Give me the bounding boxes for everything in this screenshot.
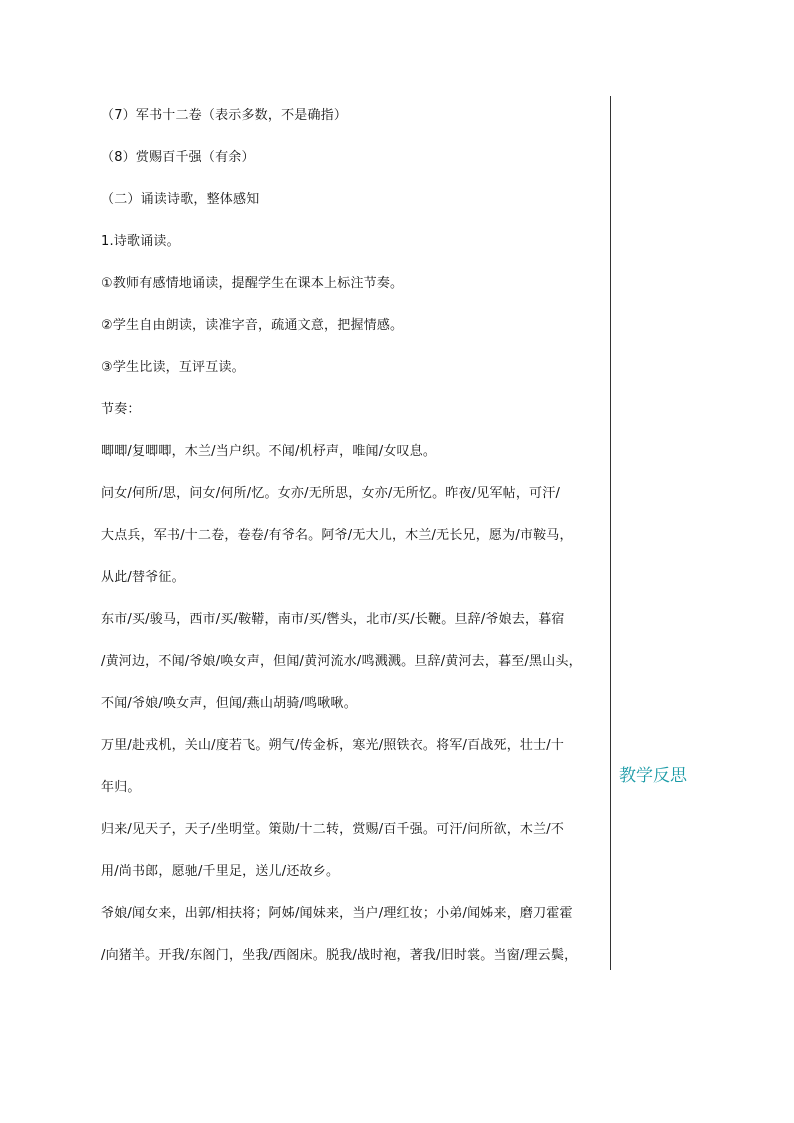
poem-line: 用/尚书郎，愿驰/千里足，送儿/还故乡。 xyxy=(101,864,340,879)
lesson-line: 1.诗歌诵读。 xyxy=(101,234,180,249)
poem-line: 归来/见天子，天子/坐明堂。策勋/十二转，赏赐/百千强。可汗/问所欲，木兰/不 xyxy=(101,822,565,837)
lesson-line: ②学生自由朗读，读准字音，疏通文意，把握情感。 xyxy=(101,318,404,333)
poem-line: /向猪羊。开我/东阁门，坐我/西阁床。脱我/战时袍，著我/旧时裳。当窗/理云鬓， xyxy=(101,948,578,963)
poem-line: 东市/买/骏马，西市/买/鞍鞯，南市/买/辔头，北市/买/长鞭。旦辞/爷娘去，暮宿 xyxy=(101,612,565,627)
poem-line: 不闻/爷娘/唤女声，但闻/燕山胡骑/鸣啾啾。 xyxy=(101,696,357,711)
column-divider xyxy=(610,96,611,970)
poem-line: 年归。 xyxy=(101,780,141,795)
lesson-line: ①教师有感情地诵读，提醒学生在课本上标注节奏。 xyxy=(101,276,404,291)
lesson-line: （8）赏赐百千强（有余） xyxy=(101,150,255,165)
lesson-line: ③学生比读，互评互读。 xyxy=(101,360,245,375)
poem-line: 万里/赴戎机，关山/度若飞。朔气/传金柝，寒光/照铁衣。将军/百战死，壮士/十 xyxy=(101,738,565,753)
poem-line: 唧唧/复唧唧，木兰/当户织。不闻/机杼声，唯闻/女叹息。 xyxy=(101,444,437,459)
poem-line: 问女/何所/思，问女/何所/忆。女亦/无所思，女亦/无所忆。昨夜/见军帖，可汗/ xyxy=(101,486,561,501)
poem-line: /黄河边，不闻/爷娘/唤女声，但闻/黄河流水/鸣溅溅。旦辞/黄河去，暮至/黑山头， xyxy=(101,654,582,669)
section-heading: （二）诵读诗歌，整体感知 xyxy=(101,192,260,207)
poem-line: 爷娘/闻女来，出郭/相扶将；阿姊/闻妹来，当户/理红妆；小弟/闻姊来，磨刀霍霍 xyxy=(101,906,573,921)
poem-line: 大点兵，军书/十二卷，卷卷/有爷名。阿爷/无大儿，木兰/无长兄，愿为/市鞍马， xyxy=(101,528,573,543)
poem-line: 从此/替爷征。 xyxy=(101,570,185,585)
lesson-line: （7）军书十二卷（表示多数，不是确指） xyxy=(101,108,348,123)
teaching-reflection-label: 教学反思 xyxy=(619,766,687,786)
rhythm-heading: 节奏： xyxy=(101,402,141,417)
